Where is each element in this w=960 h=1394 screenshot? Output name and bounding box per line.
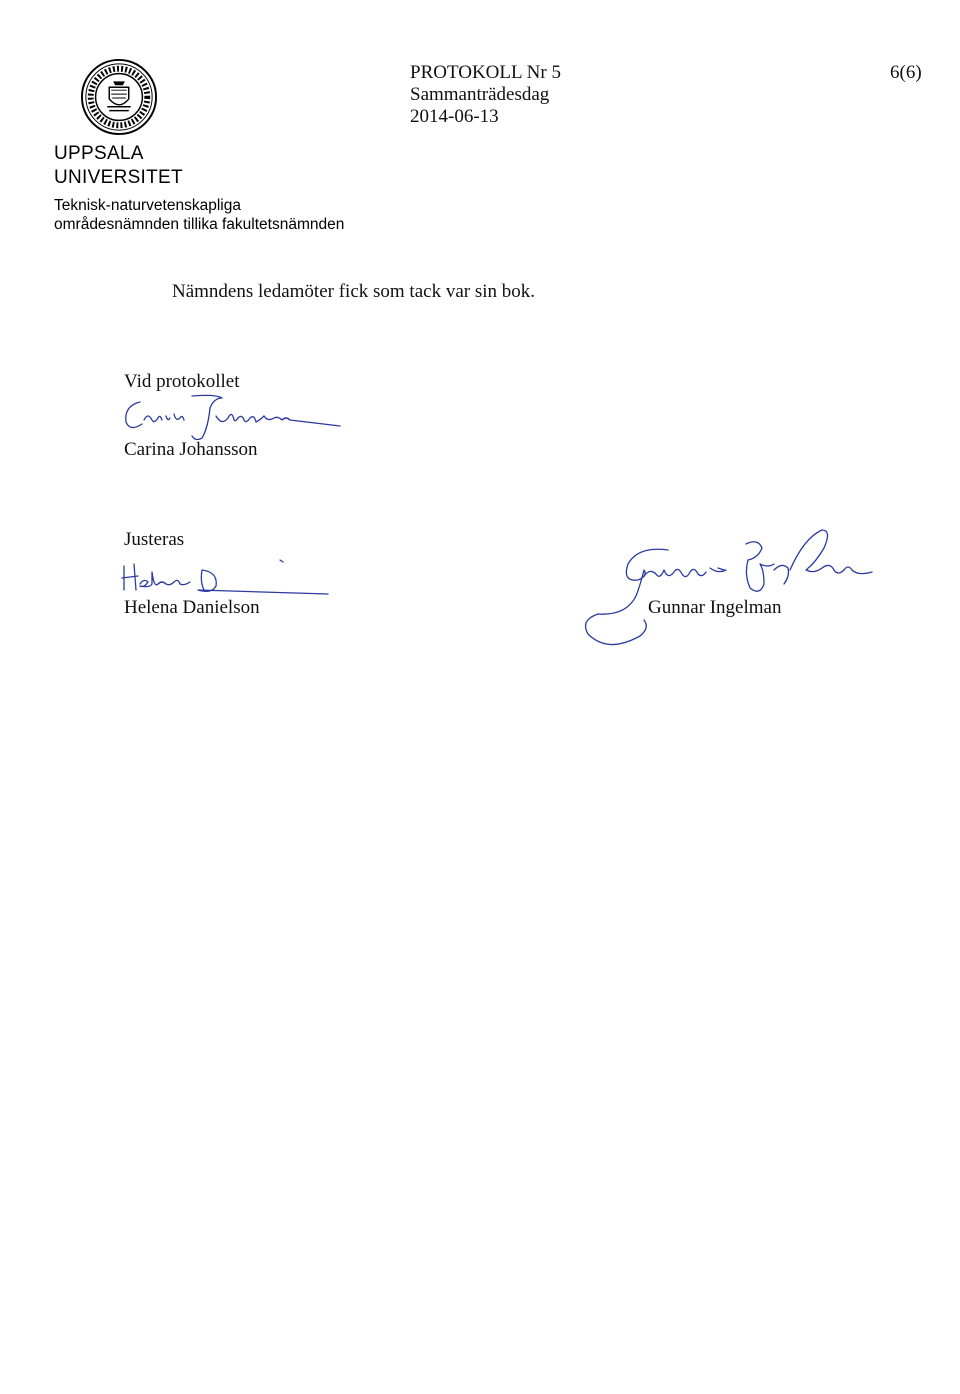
page-number: 6(6) bbox=[890, 62, 922, 83]
department-name bbox=[54, 196, 344, 234]
meeting-label: Sammanträdesdag bbox=[410, 84, 550, 105]
department-name-line1: Teknisk-naturvetenskapliga bbox=[54, 197, 241, 214]
verification-label: Justeras bbox=[124, 529, 185, 550]
verification-signature-2 bbox=[586, 530, 872, 645]
minutes-signer-name: Carina Johansson bbox=[124, 439, 258, 460]
verification-signature-1 bbox=[122, 560, 328, 594]
verification-signer2-name: Gunnar Ingelman bbox=[648, 597, 782, 618]
protocol-header bbox=[410, 62, 561, 128]
university-name-line2: UNIVERSITET bbox=[54, 167, 183, 188]
university-name-line1: UPPSALA bbox=[54, 143, 144, 164]
university-name bbox=[54, 142, 183, 190]
closing-statement: Nämndens ledamöter fick som tack var sin bok. bbox=[172, 281, 536, 302]
verification-signer1-name: Helena Danielson bbox=[124, 597, 260, 618]
minutes-signature bbox=[118, 392, 348, 440]
university-seal-icon bbox=[80, 58, 158, 136]
meeting-date: 2014-06-13 bbox=[410, 106, 499, 127]
protocol-title: PROTOKOLL Nr 5 bbox=[410, 62, 561, 83]
department-name-line2: områdesnämnden tillika fakultetsnämnden bbox=[54, 216, 345, 233]
minutes-label: Vid protokollet bbox=[124, 371, 240, 392]
